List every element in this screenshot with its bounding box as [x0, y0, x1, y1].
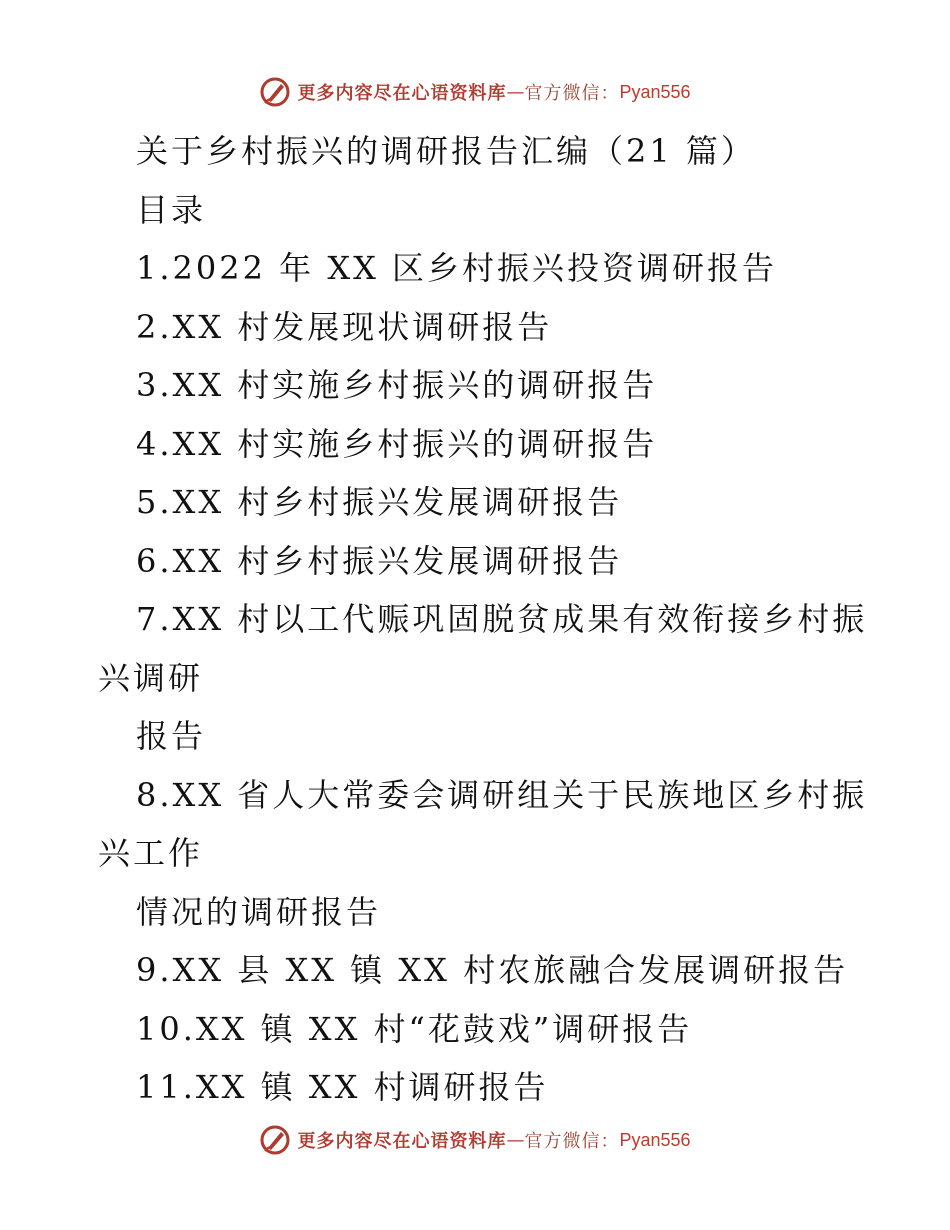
toc-heading: 目录 — [136, 190, 207, 229]
toc-line: 4.XX 村实施乡村振兴的调研报告 — [136, 424, 658, 463]
banner-main-text: 更多内容尽在心语资料库 — [297, 83, 507, 104]
toc-line: 8.XX 省人大常委会调研组关于民族地区乡村振 — [136, 775, 868, 814]
banner-main-text: 更多内容尽在心语资料库 — [297, 1131, 507, 1152]
toc-line: 情况的调研报告 — [136, 892, 382, 931]
banner-official-label: 官方微信： — [524, 1131, 620, 1152]
banner-separator: — — [506, 1129, 525, 1151]
toc-line: 11.XX 镇 XX 村调研报告 — [136, 1068, 549, 1106]
quill-logo-icon — [259, 76, 291, 108]
toc-line: 5.XX 村乡村振兴发展调研报告 — [136, 483, 623, 521]
banner-separator: — — [506, 81, 525, 103]
toc-line: 9.XX 县 XX 镇 XX 村农旅融合发展调研报告 — [136, 951, 849, 989]
banner-wechat-id: Pyan556 — [619, 1129, 691, 1150]
footer-watermark-banner — [0, 1120, 950, 1160]
header-watermark-banner — [0, 72, 950, 112]
quill-logo-icon — [259, 1124, 291, 1156]
toc-line: 兴工作 — [98, 834, 204, 872]
banner-wechat-id: Pyan556 — [619, 81, 691, 102]
document-body — [98, 122, 868, 1117]
toc-line: 报告 — [136, 717, 207, 755]
toc-line: 1.2022 年 XX 区乡村振兴投资调研报告 — [136, 249, 778, 287]
toc-line: 兴调研 — [98, 658, 204, 697]
toc-list — [98, 239, 868, 1117]
toc-line: 7.XX 村以工代赈巩固脱贫成果有效衔接乡村振 — [136, 600, 868, 638]
toc-line: 10.XX 镇 XX 村“花鼓戏”调研报告 — [136, 1009, 693, 1048]
toc-line: 3.XX 村实施乡村振兴的调研报告 — [136, 366, 658, 404]
document-title: 关于乡村振兴的调研报告汇编（21 篇） — [136, 132, 756, 170]
toc-line: 2.XX 村发展现状调研报告 — [136, 307, 553, 346]
banner-official-label: 官方微信： — [524, 83, 620, 104]
toc-line: 6.XX 村乡村振兴发展调研报告 — [136, 541, 623, 580]
